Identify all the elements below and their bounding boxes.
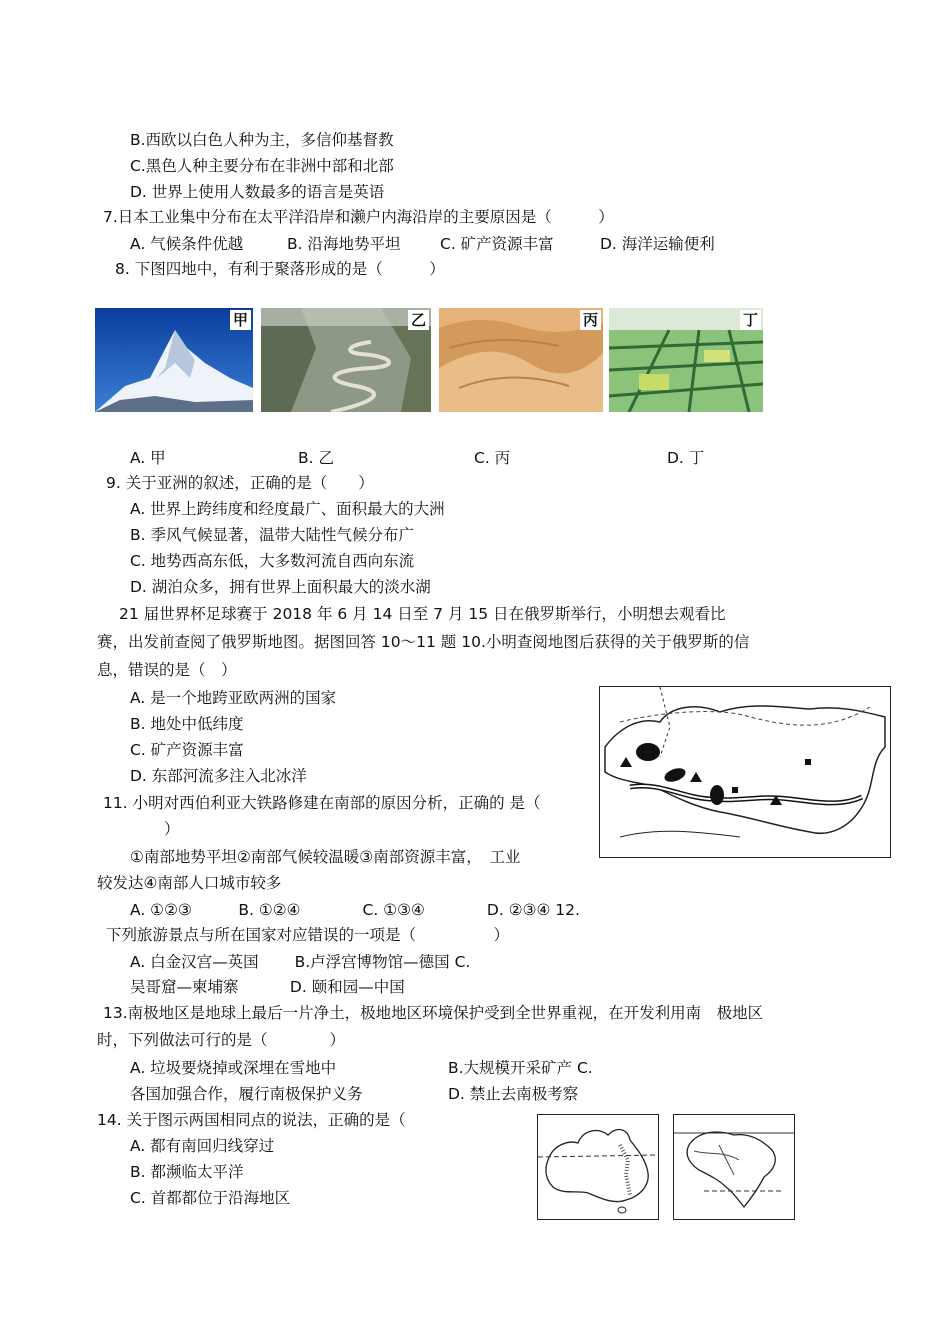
q14-option-a: A. 都有南回归线穿过	[130, 1137, 275, 1155]
q8-option-c: C. 丙	[474, 449, 511, 467]
desert-dunes-photo-icon	[439, 308, 603, 412]
q12-options-line-2: 吴哥窟—柬埔寨 D. 颐和园—中国	[130, 978, 405, 996]
q12-options-line-1: A. 白金汉宫—英国 B.卢浮宫博物馆—德国 C.	[130, 953, 471, 971]
australia-map-icon	[538, 1115, 658, 1219]
q12-stem: 下列旅游景点与所在国家对应错误的一项是（ ）	[106, 926, 510, 944]
q11-stem-end: ）	[164, 820, 180, 838]
q13-stem-line-2: 时，下列做法可行的是（ ）	[97, 1031, 346, 1049]
photo-label-ding: 丁	[740, 310, 761, 330]
q9-option-b: B. 季风气候显著，温带大陆性气候分布广	[130, 526, 414, 544]
q6-option-d: D. 世界上使用人数最多的语言是英语	[130, 183, 385, 201]
photo-bing	[439, 308, 603, 412]
q7-option-b: B. 沿海地势平坦	[287, 235, 401, 253]
russia-map-icon	[600, 687, 890, 857]
q13-stem-line-1: 13.南极地区是地球上最后一片净土，极地地区环境保护受到全世界重视，在开发利用南 极地区	[103, 1004, 764, 1022]
q9-stem: 9. 关于亚洲的叙述，正确的是（ ）	[106, 474, 374, 492]
q13-option-c: 各国加强合作，履行南极保护义务	[130, 1085, 363, 1103]
australia-map	[537, 1114, 659, 1220]
q10-option-b: B. 地处中低纬度	[130, 715, 244, 733]
q8-option-b: B. 乙	[298, 449, 334, 467]
q11-items-line-1: ①南部地势平坦②南部气候较温暖③南部资源丰富， 工业	[130, 848, 521, 866]
photo-label-yi: 乙	[408, 310, 429, 330]
q11-options: A. ①②③ B. ①②④ C. ①③④ D. ②③④ 12.	[130, 901, 580, 919]
brazil-map	[673, 1114, 795, 1220]
q13-option-a: A. 垃圾要烧掉或深埋在雪地中	[130, 1059, 337, 1077]
q7-option-d: D. 海洋运输便利	[600, 235, 715, 253]
photo-ding	[609, 308, 763, 412]
q10-option-c: C. 矿产资源丰富	[130, 741, 244, 759]
q11-stem: 11. 小明对西伯利亚大铁路修建在南部的原因分析，正确的 是（	[103, 794, 541, 812]
q10-option-a: A. 是一个地跨亚欧两洲的国家	[130, 689, 337, 707]
photo-label-bing: 丙	[580, 310, 601, 330]
passage-line-3: 息，错误的是（ ）	[97, 661, 237, 679]
q9-option-a: A. 世界上跨纬度和经度最广、面积最大的大洲	[130, 500, 445, 518]
q8-option-a: A. 甲	[130, 449, 166, 467]
passage-line-1: 21 届世界杯足球赛于 2018 年 6 月 14 日至 7 月 15 日在俄罗斯举行，小明想去观看比	[119, 605, 726, 623]
q6-option-b: B.西欧以白色人种为主，多信仰基督教	[130, 131, 394, 149]
q6-option-c: C.黑色人种主要分布在非洲中部和北部	[130, 157, 394, 175]
q13-option-b: B.大规模开采矿产 C.	[448, 1059, 593, 1077]
q13-option-d: D. 禁止去南极考察	[448, 1085, 579, 1103]
q14-stem: 14. 关于图示两国相同点的说法，正确的是（	[97, 1111, 406, 1129]
q9-option-c: C. 地势西高东低，大多数河流自西向东流	[130, 552, 415, 570]
q7-option-c: C. 矿产资源丰富	[440, 235, 554, 253]
q14-option-c: C. 首都都位于沿海地区	[130, 1189, 291, 1207]
q14-option-b: B. 都濒临太平洋	[130, 1163, 244, 1181]
q11-items-line-2: 较发达④南部人口城市较多	[97, 874, 282, 892]
winding-mountain-road-photo-icon	[261, 308, 431, 412]
q8-stem: 8. 下图四地中，有利于聚落形成的是（ ）	[115, 260, 445, 278]
russia-map	[599, 686, 891, 858]
q7-option-a: A. 气候条件优越	[130, 235, 244, 253]
passage-line-2: 赛，出发前查阅了俄罗斯地图。据图回答 10～11 题 10.小明查阅地图后获得的关于俄罗斯的信	[97, 633, 750, 651]
q9-option-d: D. 湖泊众多，拥有世界上面积最大的淡水湖	[130, 578, 431, 596]
photo-jia	[95, 308, 253, 412]
photo-label-jia: 甲	[230, 310, 251, 330]
q8-option-d: D. 丁	[667, 449, 705, 467]
photo-yi	[261, 308, 431, 412]
q10-option-d: D. 东部河流多注入北冰洋	[130, 767, 307, 785]
brazil-map-icon	[674, 1115, 794, 1219]
q7-stem: 7.日本工业集中分布在太平洋沿岸和濑户内海沿岸的主要原因是（ ）	[103, 208, 614, 226]
